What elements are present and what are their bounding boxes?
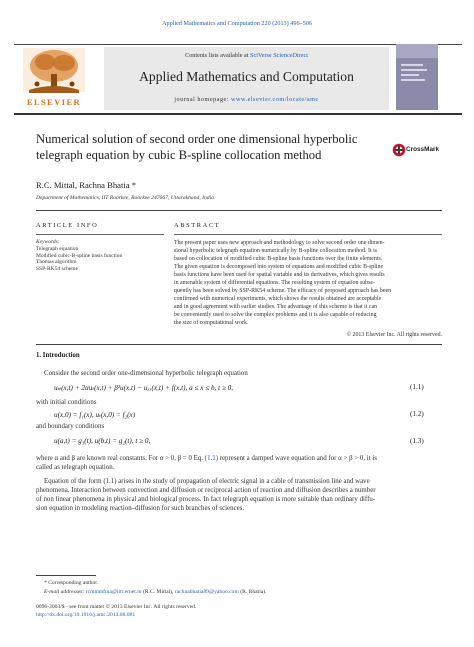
- equation-reference-link[interactable]: (1.1): [204, 455, 218, 462]
- paragraph-5-line: of non linear phenomena in physical and biological process. In fact telegraph equation is more suitable than ordinary diffu-: [36, 496, 376, 503]
- equation-1-1: uₜₜ(x,t) + 2αuₜ(x,t) + β²u(x,t) − uₓₓ(x,t) + f(x,t), a ≤ x ≤ b, t ≥ 0,: [54, 384, 234, 392]
- email-label: E-mail addresses:: [44, 589, 86, 595]
- keywords-heading: Keywords:: [36, 239, 60, 245]
- abstract-line: be conveniently used to solve the complex problems and it is also capable of reducing: [174, 312, 377, 319]
- homepage-link[interactable]: www.elsevier.com/locate/amc: [231, 96, 319, 103]
- footnote-rule: [36, 575, 96, 576]
- abstract-bottom-rule: [36, 344, 442, 345]
- homepage-prefix: journal homepage:: [174, 96, 232, 103]
- paragraph-4-text: represent a damped wave equation and for α > β > 0, it is: [217, 455, 377, 462]
- equation-number-1-2: (1.2): [410, 410, 424, 418]
- author-affiliation: Department of Mathematics, IIT Roorkee, Roorkee 247667, Uttarakhand, India: [36, 195, 214, 201]
- equation-number-1-3: (1.3): [410, 437, 424, 445]
- email-owner: (R. Bhatia).: [238, 589, 267, 595]
- paragraph-5-line: phenomena. Interaction between convection and diffusion or reciprocal action of reaction and diffusion describes a number: [36, 487, 376, 494]
- running-header[interactable]: Applied Mathematics and Computation 220 (2013) 496–506: [162, 20, 312, 27]
- journal-name: Applied Mathematics and Computation: [139, 69, 354, 84]
- intro-paragraph-1: Consider the second order one-dimensional hyperbolic telegraph equation: [44, 370, 248, 377]
- email-addresses-note: [44, 589, 267, 595]
- paragraph-5-line: sion equation in modeling reaction–diffusion for such branches of sciences.: [36, 505, 245, 512]
- abstract-text: [174, 239, 442, 328]
- keyword-item: Modified cubic-B-spline basis function: [36, 252, 123, 259]
- equation-number-1-1: (1.1): [410, 383, 424, 391]
- abstract-line: The given equation is decomposed into system of equations and modified cubic B-spline: [174, 264, 384, 271]
- article-title: Numerical solution of second order one dimensional hyperbolic telegraph equation by cubic B-spline collocation method: [36, 132, 358, 162]
- email-link-mittal[interactable]: rcmmmfma@iitr.ernet.in: [85, 589, 142, 595]
- journal-cover-lines-icon: [401, 64, 431, 90]
- abstract-copyright: © 2013 Elsevier Inc. All rights reserved.: [346, 332, 442, 338]
- abstract-line: sional hyperbolic telegraph equation numerically by B-spline collocation method. It is: [174, 248, 378, 255]
- paragraph-4-text: called as telegraph equation.: [36, 464, 115, 471]
- equation-1-2: u(x,0) = f₁(x), uₜ(x,0) = f₂(x): [54, 411, 136, 419]
- section-heading-introduction: 1. Introduction: [36, 352, 80, 359]
- sciencedirect-link[interactable]: SciVerse ScienceDirect: [250, 52, 308, 59]
- keyword-item: Thomas algorithm: [36, 259, 77, 265]
- article-info-heading: ARTICLE INFO: [36, 222, 99, 229]
- masthead-top-rule: [14, 44, 462, 45]
- paragraph-4-text: where α and β are known real constants. For α > 0, β = 0 Eq.: [36, 455, 205, 462]
- abstract-line: the size of computational work.: [174, 320, 249, 327]
- abstract-heading: ABSTRACT: [174, 222, 221, 229]
- intro-paragraph-2: with initial conditions: [36, 399, 97, 406]
- keyword-item: SSP-RK54 scheme: [36, 265, 79, 272]
- journal-cover-strip: [396, 44, 438, 58]
- abstract-rule: [174, 234, 442, 235]
- abstract-line: and in good agreement with earlier studies. The advantage of this scheme is that it can: [174, 304, 378, 311]
- abstract-line: The present paper uses new approach and methodology to solve second order one dimen-: [174, 240, 385, 246]
- email-owner: (R.C. Mittal),: [141, 589, 175, 595]
- article-authors: R.C. Mittal, Rachna Bhatia *: [36, 180, 137, 190]
- keywords-list: [36, 246, 122, 272]
- masthead-bottom-rule: [14, 113, 462, 115]
- abstract-line: quently has been solved by SSP-RK54 scheme. The efficacy of proposed approach has been: [174, 288, 392, 295]
- paragraph-5-line: Equation of the form (1.1) arises in the study of propagation of electric signal in a cable of transmission line and wave: [44, 478, 370, 485]
- doi-link[interactable]: http://dx.doi.org/10.1016/j.amc.2013.08.081: [36, 612, 136, 618]
- intro-paragraph-4: [36, 454, 442, 472]
- article-info-rule: [36, 234, 164, 235]
- intro-paragraph-3: and boundary conditions: [36, 423, 105, 430]
- corresponding-author-note: * Corresponding author.: [44, 580, 99, 586]
- issn-line: 0096-3003/$ - see front matter © 2013 Elsevier Inc. All rights reserved.: [36, 604, 197, 610]
- publisher-logo-text: ELSEVIER: [26, 97, 82, 107]
- abstract-line: basis functions have been used for spatial variable and its derivatives, which gives results: [174, 272, 385, 279]
- equation-1-3: u(a,t) = g₁(t), u(b,t) = g₂(t), t ≥ 0,: [54, 437, 151, 445]
- abstract-line: based on collocation of modified cubic B-spline basis functions over the finite elements.: [174, 256, 383, 263]
- abstract-line: confirmed with numerical experiments, which shows the results obtained are acceptable: [174, 296, 382, 303]
- intro-paragraph-5: [36, 477, 442, 513]
- email-link-bhatia[interactable]: rachnabhatia89@yahoo.com: [174, 589, 239, 595]
- crossmark-label[interactable]: CrossMark: [406, 146, 440, 153]
- abstract-line: in amenable system of differential equations. The resulting system of equation subse-: [174, 280, 375, 287]
- contents-prefix: Contents lists available at: [185, 52, 251, 59]
- contents-line: [104, 52, 389, 59]
- affiliation-rule: [36, 210, 442, 211]
- journal-homepage: [104, 96, 389, 103]
- keyword-item: Telegraph equation: [36, 246, 79, 252]
